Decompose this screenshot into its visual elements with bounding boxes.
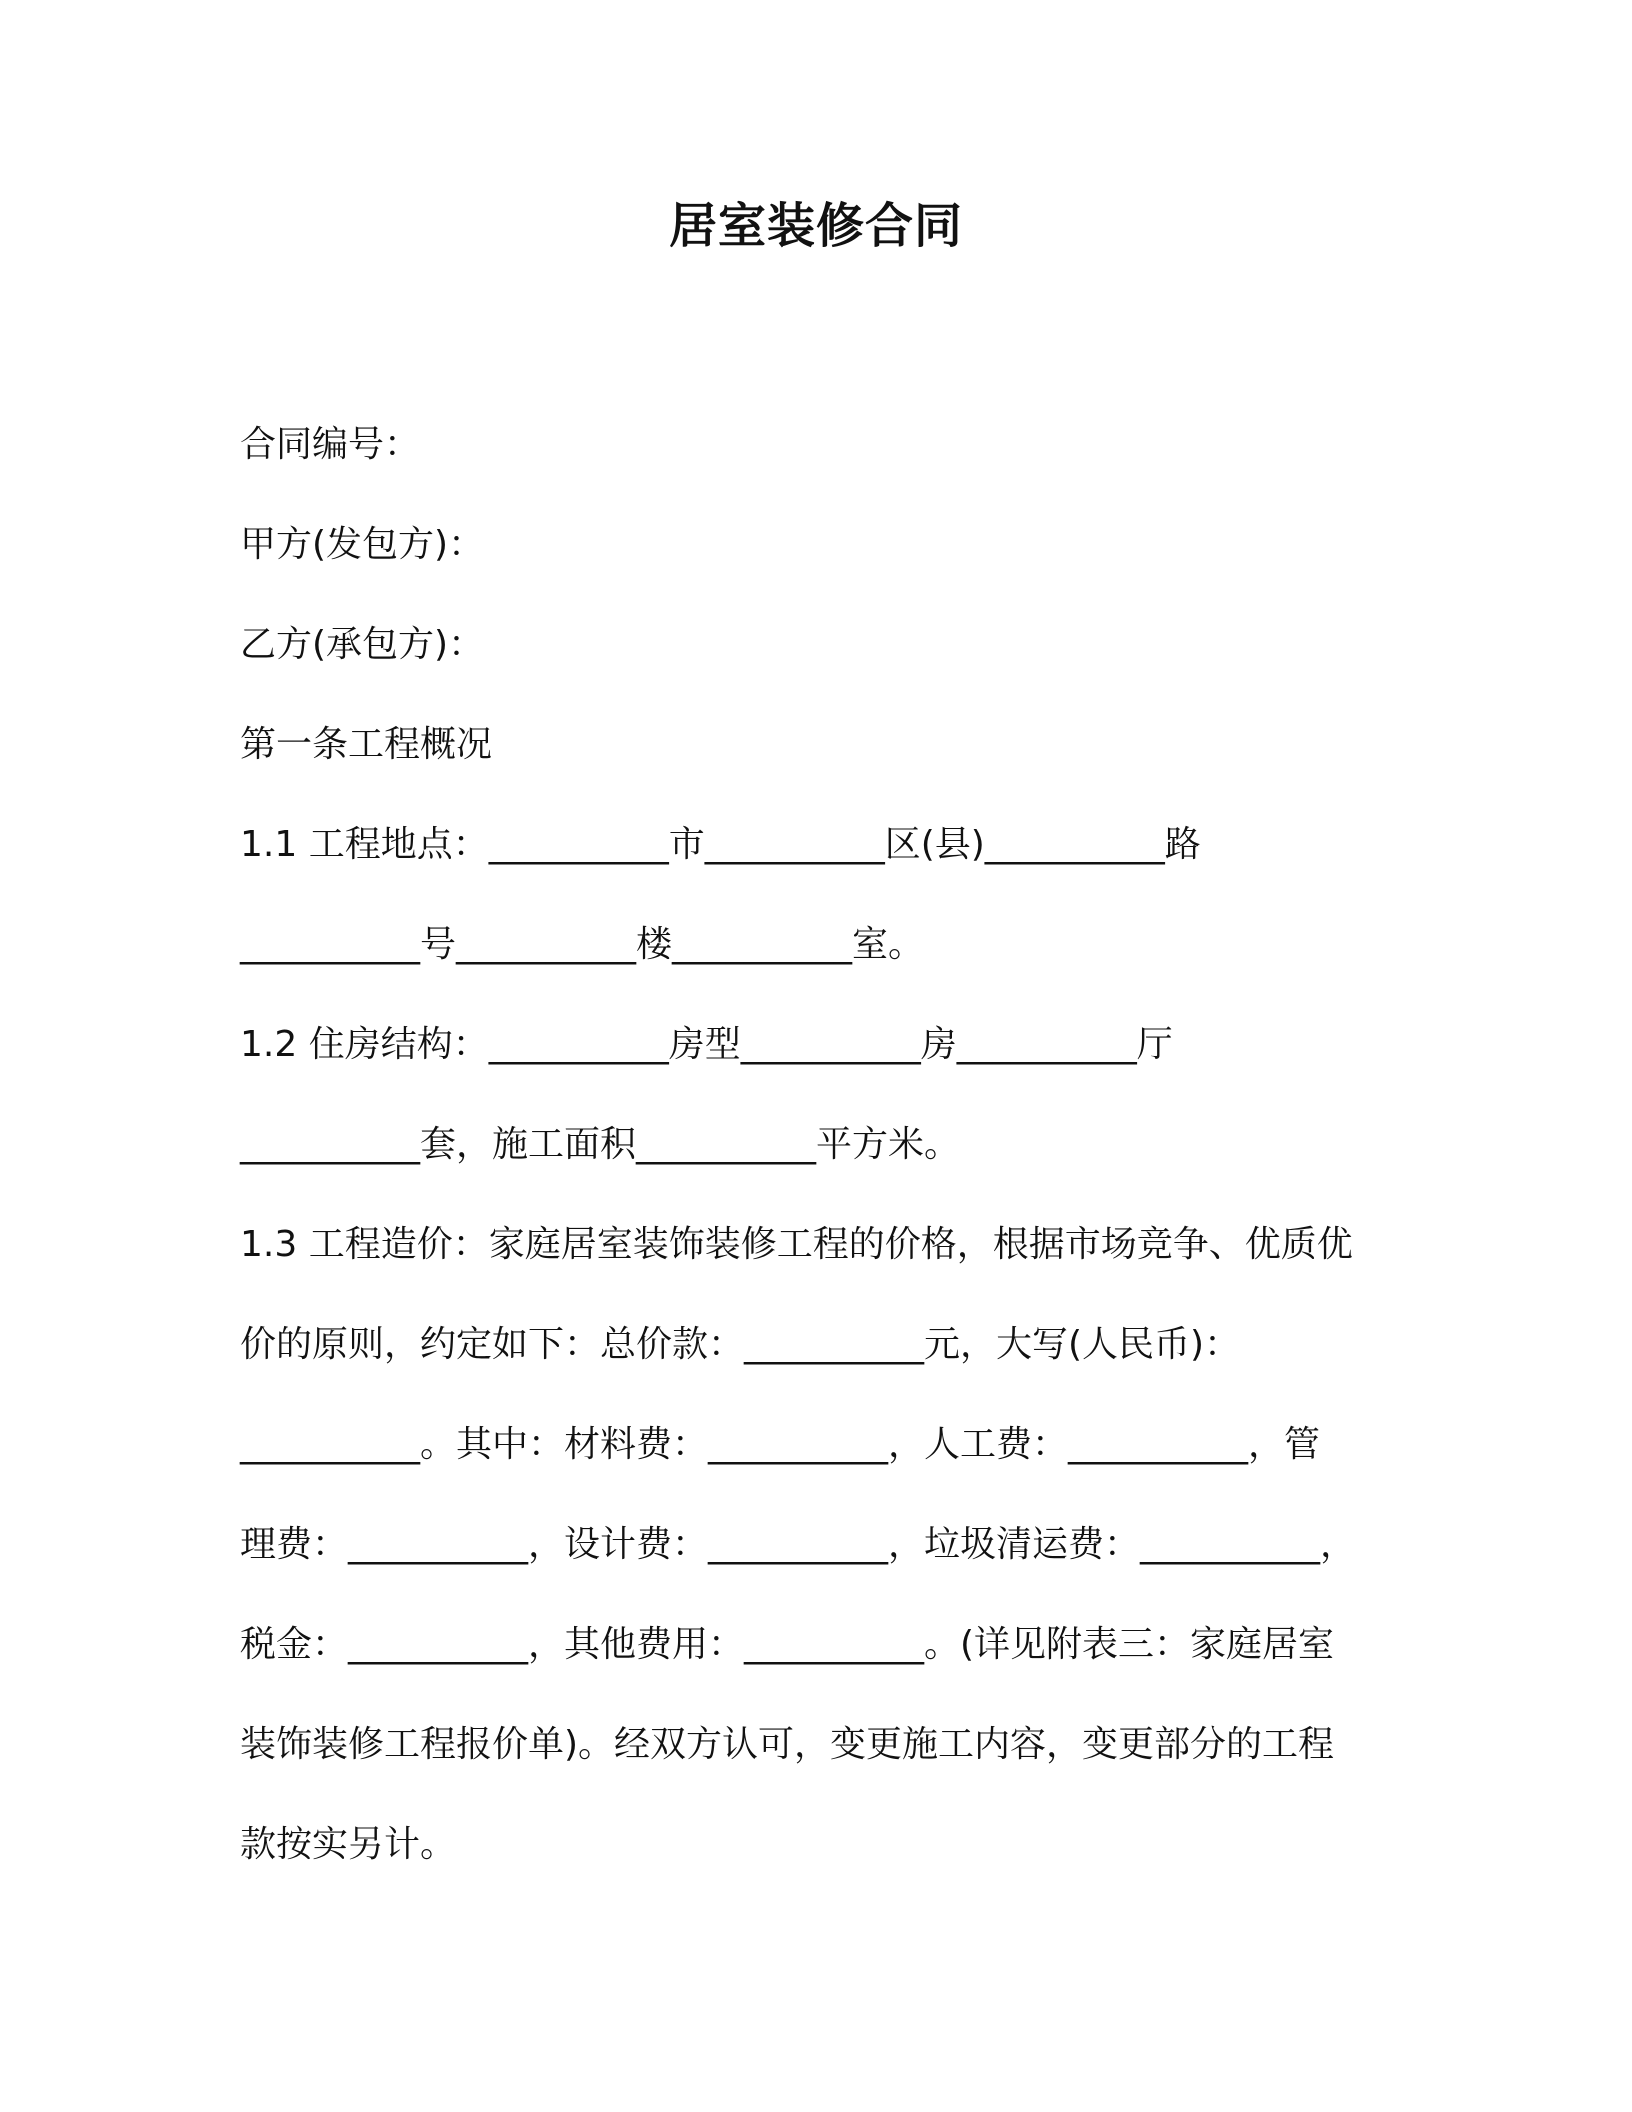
party-b-line: 乙方(承包方)：: [240, 624, 485, 665]
paragraph-line: 款按实另计。: [240, 1824, 457, 1865]
contract-number-line: 合同编号：: [240, 424, 421, 465]
paragraph-line: 税金：__________，其他费用：__________。(详见附表三：家庭居室: [240, 1624, 1335, 1665]
article-heading: 第一条工程概况: [240, 724, 493, 765]
paragraph-line: 理费：__________，设计费：__________，垃圾清运费：__________，: [240, 1524, 1357, 1565]
paragraph-line: __________套，施工面积__________平方米。: [240, 1124, 961, 1165]
party-a-line: 甲方(发包方)：: [240, 524, 485, 565]
paragraph-line: 1.3 工程造价：家庭居室装饰装修工程的价格，根据市场竞争、优质优: [240, 1224, 1353, 1265]
document-title: 居室装修合同: [668, 198, 963, 254]
paragraph-line: __________。其中：材料费：__________，人工费：__________，管: [240, 1424, 1321, 1465]
paragraph-line: 1.2 住房结构：__________房型__________房__________厅: [240, 1024, 1173, 1065]
paragraph-line: 装饰装修工程报价单)。经双方认可，变更施工内容，变更部分的工程: [240, 1724, 1335, 1765]
paragraph-line: __________号__________楼__________室。: [240, 924, 924, 965]
paragraph-line: 1.1 工程地点：__________市__________区(县)__________路: [240, 824, 1201, 865]
paragraph-line: 价的原则，约定如下：总价款：__________元，大写(人民币)：: [240, 1324, 1241, 1365]
